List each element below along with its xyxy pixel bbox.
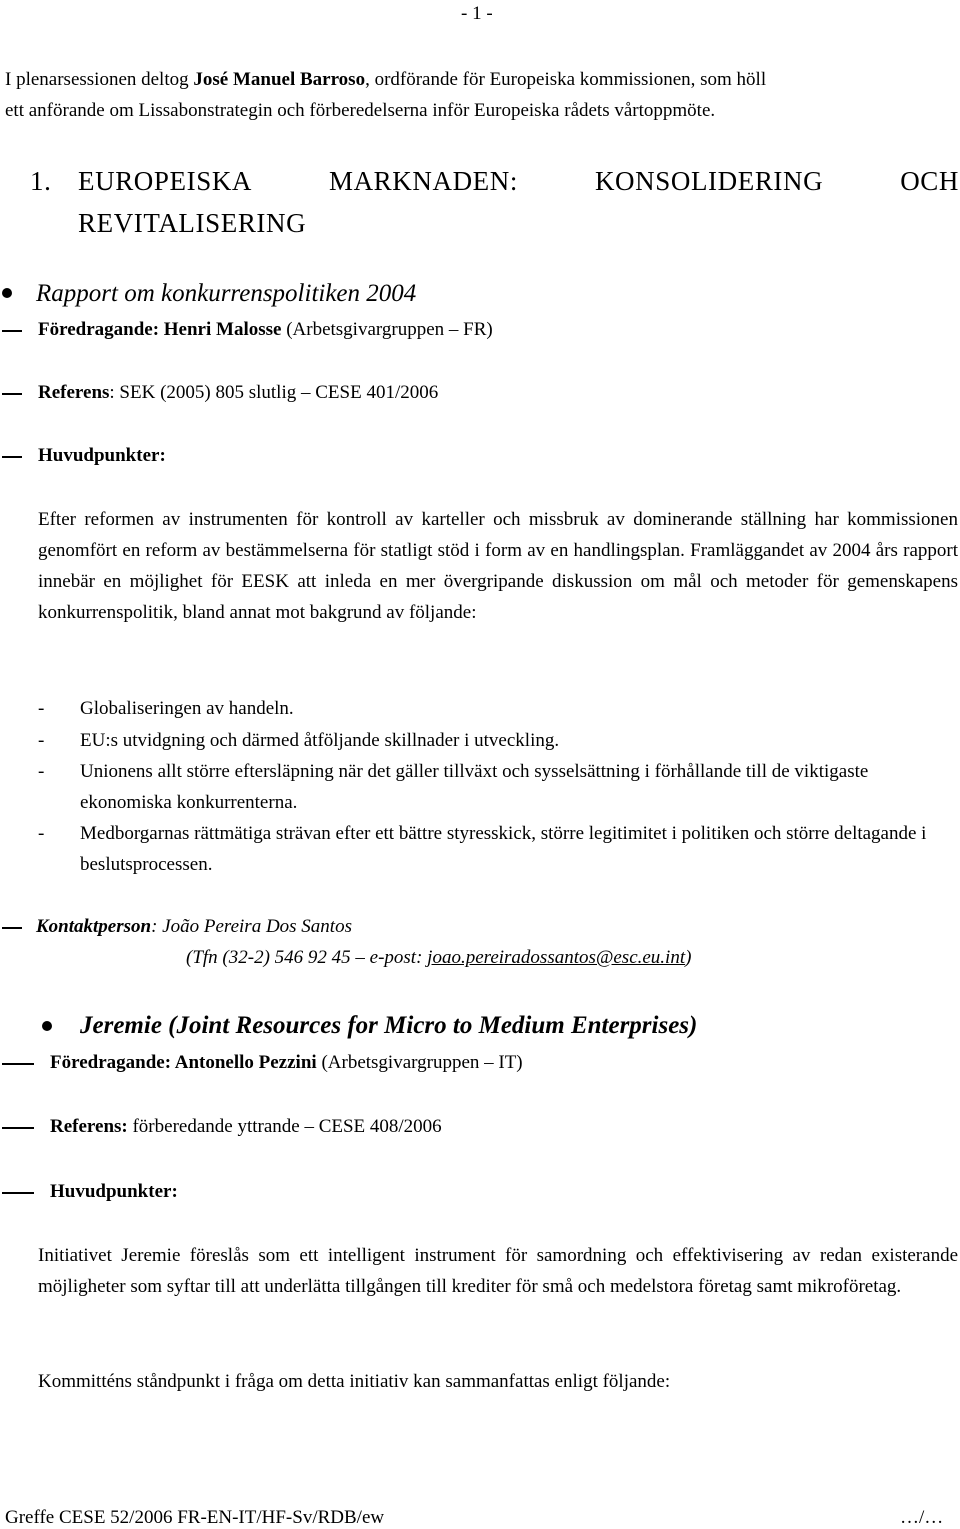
item1-reference-label: Referens	[38, 382, 110, 403]
item2-rapporteur	[50, 1047, 523, 1078]
item2-rapporteur-group: (Arbetsgivargruppen – IT)	[316, 1052, 523, 1073]
item1-contact-label: Kontaktperson	[36, 916, 152, 937]
intro-suffix: , ordförande för Europeiska kommissionen, som höll	[365, 69, 767, 90]
item1-rapporteur	[38, 314, 493, 345]
item1-rapporteur-group: (Arbetsgivargruppen – FR)	[281, 319, 493, 340]
item1-contact	[36, 911, 352, 942]
dash-icon	[2, 393, 22, 395]
section-title-line-2: REVITALISERING	[78, 208, 307, 238]
intro-name: José Manuel Barroso	[193, 69, 366, 90]
section-title-word: OCH	[900, 166, 959, 196]
item1-list	[0, 693, 960, 883]
item1-main-points-label: Huvudpunkter:	[38, 445, 166, 466]
list-item: Medborgarnas rättmätiga strävan efter ett bättre styresskick, större legitimitet i politiken och större deltagande i beslutsprocessen.	[80, 823, 927, 875]
item2-title: Jeremie (Joint Resources for Micro to Medium Enterprises)	[80, 1012, 698, 1039]
item2-reference-label: Referens:	[50, 1116, 128, 1137]
dash-icon	[2, 927, 22, 929]
item1-title: Rapport om konkurrenspolitiken 2004	[36, 280, 417, 307]
intro-line-2: ett anförande om Lissabonstrategin och förberedelserna inför Europeiska rådets vårtoppmöte.	[5, 100, 716, 121]
page-number: - 1 -	[461, 3, 493, 24]
list-item: Unionens allt större eftersläpning när det gäller tillväxt och sysselsättning i förhållande till de viktigaste ekonomiska konkurrenterna.	[80, 761, 869, 813]
section-title-line-1	[78, 160, 959, 203]
item1-paragraph: Efter reformen av instrumenten för kontroll av karteller och missbruk av dominerande ställning har kommissionen genomfört en reform av bestämmelserna för statligt stöd i form av en handlingsplan. Framläggandet av 2004 års rapport innebär en möjlighet för EESK att inleda en mer övergripande diskussion om mål och metoder för gemenskapens konkurrenspolitik, bland annat mot bakgrund av följande:	[38, 509, 958, 623]
intro-line-1	[5, 64, 957, 95]
item2-paragraph-2: Kommitténs ståndpunkt i fråga om detta initiativ kan sammanfattas enligt följande:	[38, 1371, 671, 1392]
section-title-word: EUROPEISKA	[78, 166, 253, 196]
dash-icon	[2, 1192, 34, 1194]
footer-reference: Greffe CESE 52/2006 FR-EN-IT/HF-Sv/RDB/ew	[5, 1507, 385, 1528]
intro-prefix: I plenarsessionen deltog	[5, 69, 194, 90]
list-marker: -	[38, 698, 45, 719]
bullet-icon	[2, 288, 12, 298]
dash-icon	[2, 1063, 34, 1065]
section-number: 1.	[30, 166, 52, 196]
intro-paragraph	[5, 64, 957, 126]
list-marker: -	[38, 761, 45, 782]
list-item: EU:s utvidgning och därmed åtföljande skillnader i utveckling.	[80, 730, 560, 751]
item2-reference	[50, 1111, 442, 1142]
dash-icon	[2, 456, 22, 458]
list-marker: -	[38, 823, 45, 844]
item2-paragraph-1: Initiativet Jeremie föreslås som ett intelligent instrument för samordning och effektivisering av redan existerande möjligheter som syftar till att underlätta tillgången till krediter för små och medelstora företag samt mikroföretag.	[38, 1245, 958, 1297]
dash-icon	[2, 330, 22, 332]
list-marker: -	[38, 730, 45, 751]
item1-contact-email-link[interactable]: joao.pereiradossantos@esc.eu.int	[427, 947, 686, 968]
item1-reference	[38, 377, 438, 408]
footer-continuation: …/…	[900, 1507, 944, 1528]
item1-contact-phone: (Tfn (32-2) 546 92 45 – e-post:	[186, 947, 428, 968]
item1-contact-details	[186, 942, 691, 973]
item1-contact-name: : João Pereira Dos Santos	[151, 916, 352, 937]
bullet-icon	[42, 1021, 52, 1031]
section-title-word: KONSOLIDERING	[594, 166, 824, 196]
dash-icon	[2, 1127, 34, 1129]
item1-rapporteur-label: Föredragande: Henri Malosse	[38, 319, 282, 340]
section-title-word: MARKNADEN:	[328, 166, 518, 196]
item2-rapporteur-label: Föredragande: Antonello Pezzini	[50, 1052, 317, 1073]
item2-reference-value: förberedande yttrande – CESE 408/2006	[127, 1116, 442, 1137]
list-item: Globaliseringen av handeln.	[80, 698, 294, 719]
item2-main-points-label: Huvudpunkter:	[50, 1181, 178, 1202]
item1-contact-close: )	[685, 947, 692, 968]
item1-reference-value: : SEK (2005) 805 slutlig – CESE 401/2006	[109, 382, 439, 403]
